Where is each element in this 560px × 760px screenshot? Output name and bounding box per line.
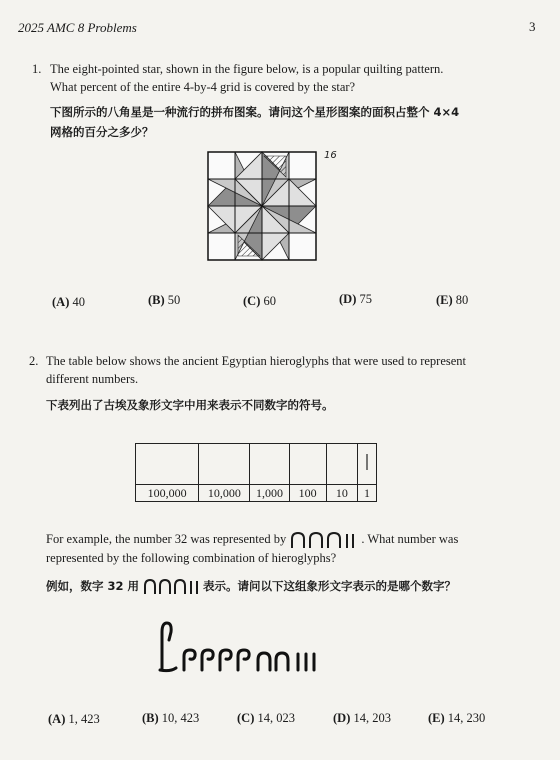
page-number: 3 [529,19,536,34]
quilt-star-figure [206,150,318,262]
hieroglyph-cell-10 [326,444,357,485]
hieroglyph-cell-1000 [250,444,289,485]
coil-icon [202,650,213,670]
q2-choice-c[interactable]: (C) 14, 023 [237,711,295,725]
q1-choice-d[interactable]: (D) 75 [339,292,372,306]
q1-choice-c[interactable]: (C) 60 [243,294,276,308]
hieroglyph-cell-100000 [136,444,199,485]
example-32-hieroglyph-zh [143,578,203,595]
heel-bone-icon [258,653,270,670]
q2-choice-b[interactable]: (B) 10, 423 [142,711,200,725]
table-value: 1,000 [250,485,289,502]
hieroglyph-table [135,443,377,502]
q2-text-en-1: The table below shows the ancient Egyptian hieroglyphs that were used to represent [46,354,467,368]
q1-text-en-1: The eight-pointed star, shown in the figure below, is a popular quilting pattern. [50,62,444,76]
hieroglyph-cell-10000 [199,444,250,485]
q1-text-en-2: What percent of the entire 4-by-4 grid is covered by the star? [50,80,356,94]
q2-example-en-2: represented by the following combination of hieroglyphs? [46,551,337,565]
q2-text-zh-1: 下表列出了古埃及象形文字中用来表示不同数字的符号。 [46,398,334,412]
q2-choice-a[interactable]: (A) 1, 423 [48,712,100,726]
q2-example-en-1: For example, the number 32 was represented by . What number was [46,530,458,549]
stroke-one-icon [364,452,370,472]
q1-number: 1. [32,62,42,76]
q1-choice-e[interactable]: (E) 80 [436,293,469,307]
hieroglyph-combination [150,618,360,678]
table-value: 1 [357,485,376,502]
q2-text-en-2: different numbers. [46,372,139,386]
q2-example-zh: 例如，数字 32 用 表示。请问以下这组象形文字表示的是哪个数字？ [46,579,457,593]
hieroglyph-cell-1 [357,444,376,485]
q1-text-zh-2: 网格的百分之多少？ [50,125,154,139]
handwritten-note: 16 [324,150,337,161]
finger-icon [162,623,171,670]
q1-text-zh-1: 下图所示的八角星是一种流行的拼布图案。请问这个星形图案的面积占整个 4×4 [50,105,460,119]
q2-choice-d[interactable]: (D) 14, 203 [333,711,391,725]
q2-choice-e[interactable]: (E) 14, 230 [428,711,486,725]
table-value: 10,000 [199,485,250,502]
coil-icon [238,650,249,670]
hieroglyph-cell-100 [289,444,326,485]
table-value: 10 [326,485,357,502]
table-value: 100 [289,485,326,502]
coil-icon [220,650,231,670]
q1-choice-b[interactable]: (B) 50 [148,293,181,307]
example-32-hieroglyph [289,531,361,549]
q2-number: 2. [29,354,39,368]
table-value: 100,000 [136,485,199,502]
heel-bone-icon [276,653,288,670]
q1-choice-a[interactable]: (A) 40 [52,295,85,309]
page-header-title: 2025 AMC 8 Problems [18,20,137,35]
coil-icon [184,650,195,670]
